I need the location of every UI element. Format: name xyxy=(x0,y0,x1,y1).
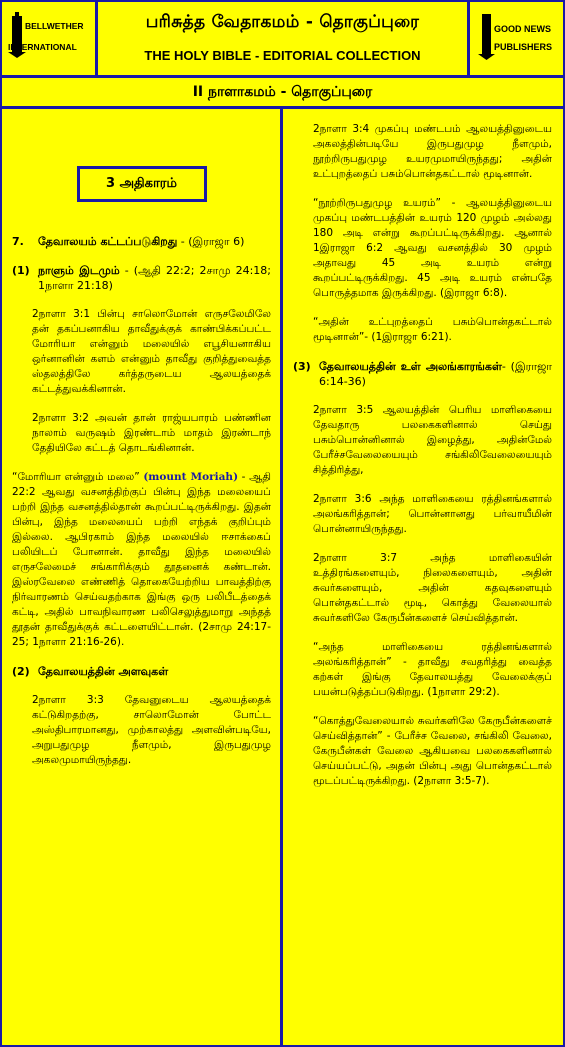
title-english: THE HOLY BIBLE - EDITORIAL COLLECTION xyxy=(144,48,421,63)
right-column xyxy=(293,122,552,803)
section-ref: - (ஆதி 22:2; 2சாமு 24:18; 1நாளா 21:18) xyxy=(38,264,271,292)
section-number: (1) xyxy=(12,264,30,277)
heading-section-7 xyxy=(12,234,271,249)
commentary-paragraph: “அதின் உட்புறத்தைப் பசும்பொன்தகட்டால் மூடினான்”- (1இராஜா 6:21). xyxy=(313,316,552,343)
heading-section-2 xyxy=(12,664,271,679)
column-divider xyxy=(280,109,283,1045)
section-subheader: II நாளாகமம் - தொகுப்புரை xyxy=(2,75,563,109)
verse-paragraph: 2நாளா 3:3 தேவனுடைய ஆலயத்தைக் கட்டுகிறதற்கு, சாலொமோன் போட்ட அஸ்திபாரமானது, முற்காலத்து அளவின்படியே, அறுபதுமுழ நீளமும், இருபதுமுழ அகலமுமாயிருந்தது. xyxy=(32,694,271,766)
section-title: தேவாலயம் கட்டப்படுகிறது xyxy=(38,235,178,248)
commentary-paragraph xyxy=(12,470,271,650)
commentary-paragraph: “கொத்துவேலையால் சுவர்களிலே கேருபீன்களைச் செய்வித்தான்” - பேரீச்ச வேலை, சங்கிலி வேலை, கேருபீன்கள் வேலை ஆகியவை பலகைகளினால் செய்யப்பட்டு, அதன் பின்பு அது பொன்தகட்டால் மூடப்பட்டிருக்கிறது. (2நாளா 3:5-7). xyxy=(313,715,552,787)
verse-paragraph: 2நாளா 3:5 ஆலயத்தின் பெரிய மாளிகையை தேவதாரு பலகைகளினால் செய்து பசும்பொன்னினால் இழைத்து, அதின்மேல் பேரீச்சவேலையையும் சங்கிலிவேலையையும் சித்திரித்து, xyxy=(313,404,552,476)
section-ref: - (இராஜா 6:14-36) xyxy=(319,360,552,388)
left-column xyxy=(12,112,271,782)
quote-text: “மோரியா என்னும் மலை” xyxy=(12,471,144,483)
header xyxy=(2,2,563,75)
verse-paragraph: 2நாளா 3:4 முகப்பு மண்டபம் ஆலயத்தினுடைய அகலத்தின்படியே இருபதுமுழ நீளமும், நூற்றிருபதுமுழ உயரமுமாயிருந்தது; அதின் உட்புறத்தைப் பசும்பொன்தகட்டால் மூடினான். xyxy=(313,123,552,180)
left-logo-line2: INTERNATIONAL xyxy=(8,42,77,52)
section-number: (2) xyxy=(12,665,30,678)
section-number: 7. xyxy=(12,235,24,248)
title-tamil: பரிசுத்த வேதாகமம் - தொகுப்புரை xyxy=(145,12,420,32)
title-block xyxy=(98,2,467,75)
bellwether-logo xyxy=(2,2,98,75)
heading-section-1 xyxy=(12,263,271,293)
verse-paragraph: 2நாளா 3:2 அவன் தான் ராஜ்யபாரம் பண்ணின நாலாம் வருஷம் இரண்டாம் மாதம் இரண்டாந் தேதியிலே கட்டத் தொடங்கினான். xyxy=(32,412,271,454)
section-title: நாளும் இடமும் xyxy=(38,264,120,277)
section-title: தேவாலயத்தின் அளவுகள் xyxy=(38,665,169,678)
verse-paragraph: 2நாளா 3:1 பின்பு சாலொமோன் எருசலேமிலே தன் தகப்பனாகிய தாவீதுக்குக் காண்பிக்கப்பட்ட மோரியா என்னும் மலையில் எபூசியனாகிய ஒர்னானின் களம் என்னும் தாவீது குறித்துவைத்த ஸ்தலத்திலே கர்த்தருடைய ஆலயத்தைக் கட்டத்துவக்கினான். xyxy=(32,308,271,395)
right-logo-line2: PUBLISHERS xyxy=(494,42,553,52)
section-ref: - (இராஜா 6) xyxy=(177,235,245,248)
commentary-paragraph: “அந்த மாளிகையை ரத்தினங்களால் அலங்கரித்தான்” - தாவீது சவதரித்து வைத்த கற்கள் இங்கு தேவாலயத்து வேலைக்குப் பயன்படுத்தப்படுகிறது. (1நாளா 29:2). xyxy=(313,641,552,698)
english-term: (mount Moriah) xyxy=(143,471,239,483)
good-news-logo xyxy=(467,2,563,75)
section-number: (3) xyxy=(293,360,311,373)
verse-paragraph: 2நாளா 3:7 அந்த மாளிகையின் உத்திரங்களையும், நிலைகளையும், அதின் சுவர்களையும், அதின் கதவுகளையும் பொன்தகட்டால் மூடி, கொத்து வேலையால் சுவர்களிலே கேருபீன்களைச் செய்வித்தான். xyxy=(313,552,552,624)
right-logo-line1: GOOD NEWS xyxy=(494,24,552,34)
commentary-paragraph: “நூற்றிருபதுமுழ உயரம்” - ஆலயத்தினுடைய முகப்பு மண்டபத்தின் உயரம் 120 முழம் அல்லது 180 அடி என்று கூறப்பட்டிருக்கிறது. ஆனால் 1இராஜா 6:2 ஆவது வசனத்தில் 30 முழம் அதாவது 45 அடி உயரம் என்று கூறப்பட்டிருக்கிறது. 45 அடி உயரம் என்பதே பொருத்தமாக இருக்கிறது. (இராஜா 6:8). xyxy=(313,197,552,299)
verse-paragraph: 2நாளா 3:6 அந்த மாளிகையை ரத்தினங்களால் அலங்கரித்தான்; பொன்னானது பர்வாயீமின் பொன்னாயிருந்தது. xyxy=(313,493,552,535)
heading-section-3 xyxy=(293,359,552,389)
left-logo-line1: BELLWETHER xyxy=(25,21,84,31)
commentary-text: - ஆதி 22:2 ஆவது வசனத்திற்குப் பின்பு இந்த மலையைப் பற்றி இந்த வசனத்தில்தான் கூறப்பட்டிருக்கிறது. இதன் பின்பு, இந்த மலையைப் பற்றி எந்தக் குறிப்பும் இல்லை. ஆபிரகாம் இந்த மலையில் ஈசாக்கைப் பலியிடப் போனான். தாவீது இந்த மலையில் எருசலேமைச் சங்காரிக்கும் தூதனைக் கண்டான். இஸ்ரவேலை எண்ணித் தொகையேற்றிய பாவத்திற்கு நிர்வாரணம் செய்வதற்காக இங்கு ஒரு பலிபீடத்தைக் கட்டி, அதில் பாவநிவாரண பலிசெலுத்துமாறு அந்தத் தூதன் தாவீதுக்குக் கட்டளையிட்டான். (2சாமு 24:17-25; 1நாளா 21:16-26). xyxy=(12,471,271,648)
chapter-box: 3 அதிகாரம் xyxy=(77,166,207,202)
section-title: தேவாலயத்தின் உள் அலங்காரங்கள் xyxy=(319,360,502,373)
